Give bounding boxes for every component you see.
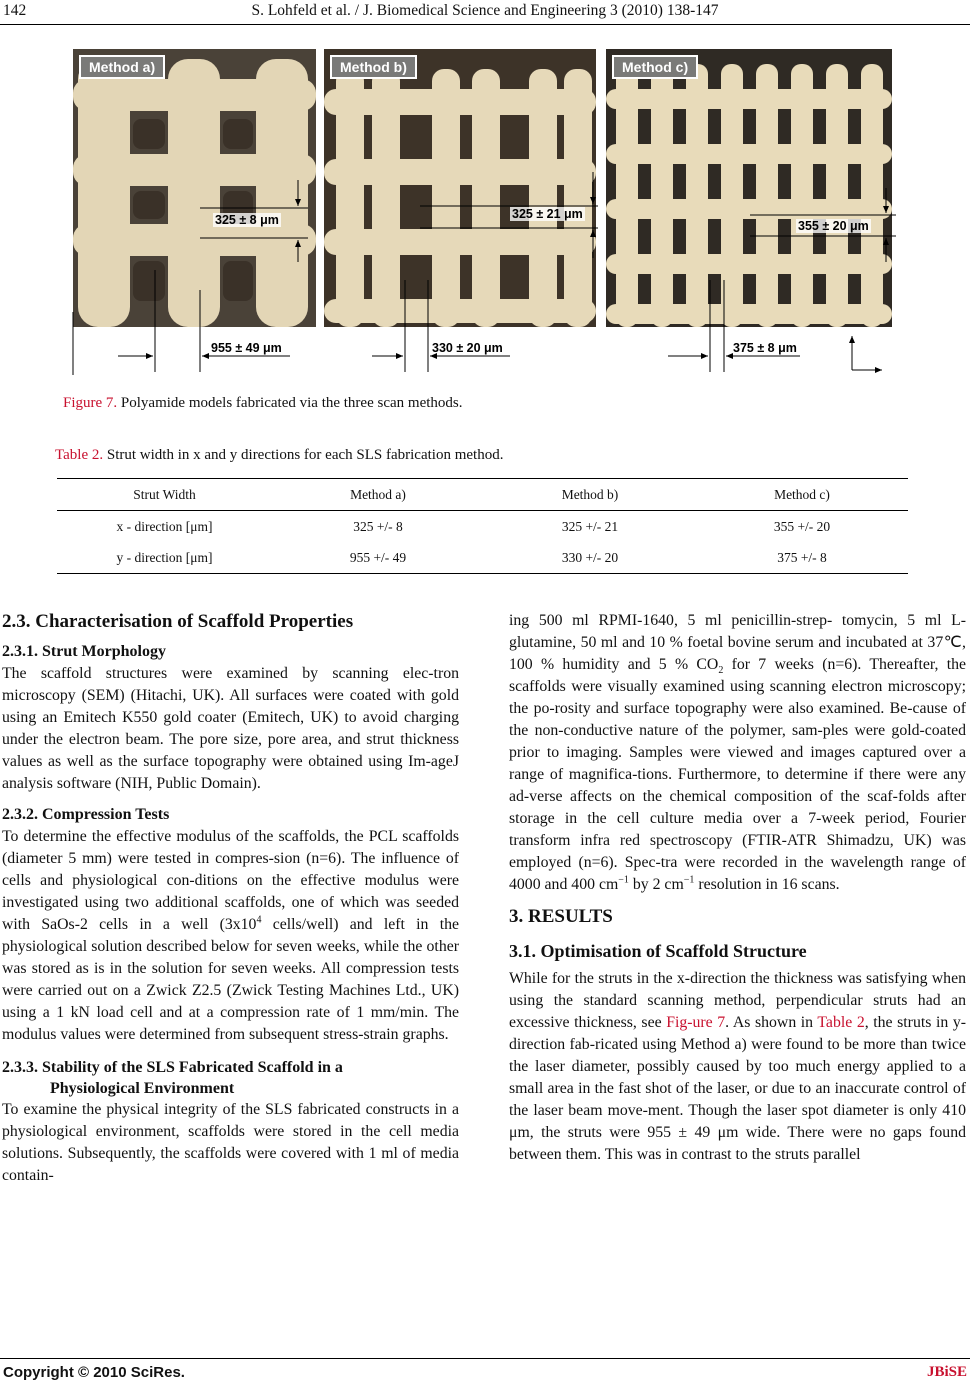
superscript: 4: [256, 914, 262, 926]
y-measure-a: 955 ± 49 μm: [211, 341, 282, 355]
figure-caption: [63, 395, 462, 412]
table-cell: 955 +/- 49: [349, 549, 407, 565]
paragraph-strut-morphology: The scaffold structures were examined by scanning elec-tron microscopy (SEM) (Hitachi, UK). All surfaces were coated with gold using an Emitech K550 gold coater (Emitech, UK) to avoid charging under the electron beam. The pore size, pore area, and strut thickness values as well as the surface topography were obtained using Im-ageJ analysis software (NIH, Public Domain).: [2, 665, 459, 792]
superscript: −1: [618, 874, 629, 886]
text-span: , the struts in y-direction fab-ricated using Method a) were found to be more than twice the laser diameter, possibly caused by too much energy applied to a small area in the fast shot of the laser, or due to an inaccurate control of the laser beam move-ment. Though the laser spot diameter is only 410 μm, the struts were 955 ± 49 μm wide. There were no gaps found between them. This was in contrast to the struts parallel: [509, 1014, 966, 1163]
table-cell: 325 +/- 21: [561, 518, 619, 534]
paragraph-compression-tests: [2, 826, 459, 1046]
heading-line: Physiological Environment: [50, 1080, 235, 1097]
right-column: [509, 610, 966, 1166]
x-measure-b: 325 ± 21 μm: [512, 207, 583, 221]
copyright: Copyright © 2010 SciRes.: [3, 1364, 185, 1381]
figure-label: Figure 7.: [63, 395, 118, 411]
text-span: To determine the effective modulus of the scaffolds, the PCL scaffolds (diameter 5 mm) were tested in compres-sion (n=6). The influence of cells and physiological con-ditions on the effective modulus were investigated using two additional scaffolds, one of which was seeded with SaOs-2 cells in a well (3x10: [2, 828, 459, 933]
table-label: Table 2.: [55, 447, 104, 463]
text-span: for 7 weeks (n=6). Thereafter, the scaffolds were visually examined using scanning electron microscopy; the po-rosity and surface topography were also examined. Be-cause of the non-conductive nature of the polymer, sam-ples were gold-coated prior to imaging. Samples were viewed and images captured over a range of magnifica-tions. Furthermore, to determine if there were any ad-verse affects on the chemical composition of the scaf-folds after storage in the cell culture media over a 7-week period, Fourier transform infra red spectroscopy (FTIR-ATR Shimadzu, UK) was employed (n=6). Spec-tra were recorded in the wavelength range of 4000 and 400 cm: [509, 656, 966, 893]
page-number: 142: [3, 2, 27, 19]
table-cell: 355 +/- 20: [773, 518, 831, 534]
table-cell: 325 +/- 8: [353, 518, 403, 534]
x-measure-c: 355 ± 20 μm: [798, 219, 869, 233]
subsection-heading-2-3-1: 2.3.1. Strut Morphology: [2, 643, 166, 660]
text-span: cells/well) and left in the physiological solution described below for seven weeks, while the other was stored as is in the solution for seven weeks. All compression tests were carried out on a Zwick Z2.5 (Zwick Testing Machines Ltd., UK) using a 1 kN load cell and at a compression rate of 1 mm/min. The modulus values were determined from subsequent stress-strain graphs.: [2, 916, 459, 1043]
text-span: by 2 cm: [628, 876, 684, 893]
heading-line: 2.3.3. Stability of the SLS Fabricated Scaffold in a: [2, 1059, 343, 1076]
panel-tag-b: Method b): [330, 55, 417, 79]
subsection-heading-2-3-2: 2.3.2. Compression Tests: [2, 806, 170, 823]
subsection-heading-3-1: 3.1. Optimisation of Scaffold Structure: [509, 941, 807, 961]
x-measure-a: 325 ± 8 μm: [215, 213, 279, 227]
table-cell: 330 +/- 20: [561, 549, 619, 565]
text-span: ing 500 ml RPMI-1640, 5 ml penicillin-strep- tomycin, 5 ml L-glutamine, 50 ml and 10 % foetal bovine serum and incubated at 37℃, 100 % humidity and 5 % CO: [509, 612, 966, 673]
table-cell: 375 +/- 8: [777, 549, 827, 565]
page-footer: [0, 1358, 970, 1386]
footer-rule: [0, 1358, 970, 1359]
table-header-cell: Strut Width: [133, 486, 196, 502]
y-measure-b: 330 ± 20 μm: [432, 341, 503, 355]
table-caption: [55, 447, 503, 464]
measurement-lines: [0, 40, 970, 380]
table-header-cell: Method a): [350, 486, 406, 502]
text-span: While for the struts in the x-direction the thickness was satisfying when using the standard scanning method, perpendicular struts had an excessive thickness, see: [509, 970, 966, 1031]
text-span: resolution in 16 scans.: [694, 876, 840, 893]
subsection-heading-2-3-3: [2, 1057, 459, 1099]
text-span: . As shown in: [725, 1014, 818, 1031]
table-2-link[interactable]: Table 2: [817, 1014, 865, 1031]
page-header: [0, 0, 970, 26]
table-header-cell: Method b): [561, 486, 619, 502]
table-2: [57, 478, 908, 574]
figure-7-link[interactable]: Fig-ure 7: [666, 1014, 726, 1031]
figure-caption-text: Polyamide models fabricated via the three scan methods.: [117, 395, 463, 411]
paragraph-stability: To examine the physical integrity of the SLS fabricated constructs in a physiological environment, scaffolds were stored in the cell media solutions. Subsequently, the scaffolds were covered with 1 ml of media contain-: [2, 1101, 459, 1184]
journal-abbrev: JBiSE: [926, 1364, 967, 1380]
table-cell: x - direction [μm]: [116, 518, 213, 534]
header-rule: [0, 24, 970, 25]
left-column: [2, 611, 459, 1187]
running-title: S. Lohfeld et al. / J. Biomedical Science and Engineering 3 (2010) 138-147: [251, 2, 719, 19]
y-measure-c: 375 ± 8 μm: [733, 341, 797, 355]
paragraph-optimisation: [509, 968, 966, 1166]
table-caption-text: Strut width in x and y directions for each SLS fabrication method.: [103, 447, 504, 463]
table-row: [57, 542, 908, 574]
figure-7: [0, 40, 970, 380]
table-row: [57, 511, 908, 543]
subscript: 2: [718, 665, 724, 677]
paragraph-continued: [509, 610, 966, 896]
section-heading-2-3: 2.3. Characterisation of Scaffold Properties: [2, 611, 354, 632]
panel-tag-a: Method a): [79, 55, 165, 79]
table-header-row: [57, 479, 908, 511]
section-heading-3: 3. RESULTS: [509, 906, 613, 927]
table-cell: y - direction [μm]: [116, 549, 213, 565]
table-header-cell: Method c): [774, 486, 830, 502]
panel-tag-c: Method c): [612, 55, 698, 79]
superscript: −1: [683, 874, 695, 886]
